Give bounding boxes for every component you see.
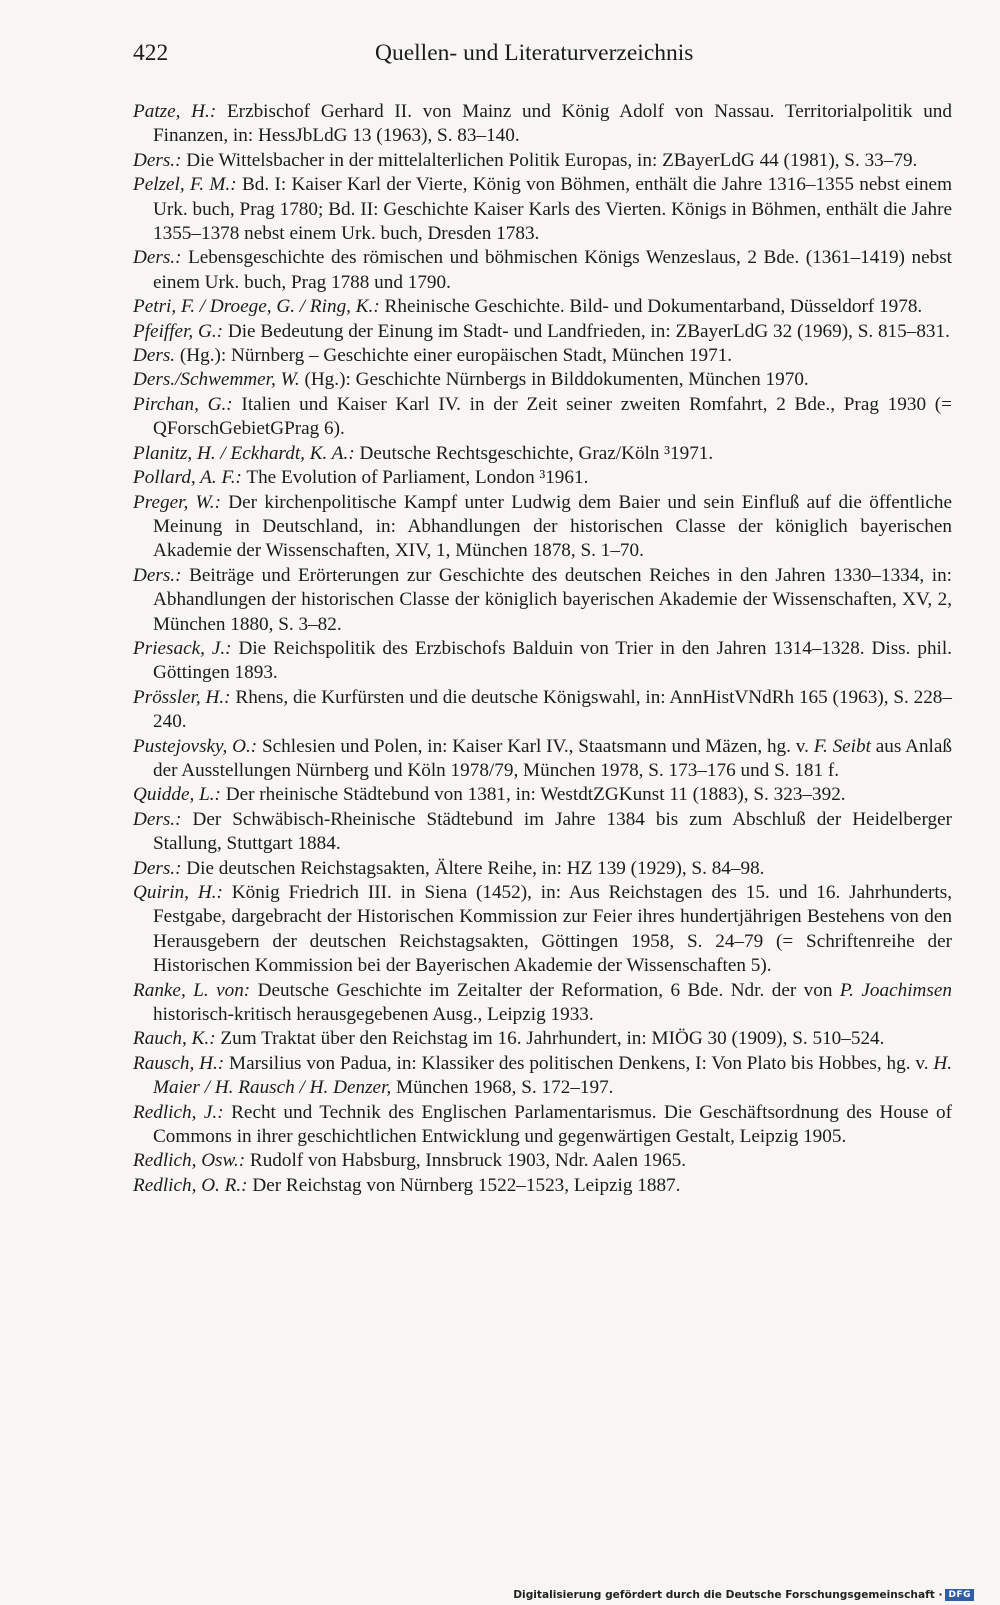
bib-author: Planitz, H. / Eckhardt, K. A.: — [133, 442, 355, 464]
bib-author: Redlich, Osw.: — [133, 1150, 246, 1172]
bib-text: (Hg.): Geschichte Nürnbergs in Bilddokumenten, München 1970. — [299, 369, 809, 391]
bib-text: Der kirchenpolitische Kampf unter Ludwig dem Baier und sein Einfluß auf die öffentliche Meinung in Deutschland, in: Abhandlungen der historischen Classe der königlich bayerischen Akademie der Wissenschaften, XIV, 1, München 1878, S. 1–70. — [153, 491, 952, 562]
bib-author: Ranke, L. von: — [133, 979, 251, 1001]
bib-text: Marsilius von Padua, in: Klassiker des politischen Denkens, I: Von Plato bis Hobbes, hg. v. — [224, 1052, 934, 1074]
bib-author: Preger, W.: — [133, 491, 221, 513]
bib-entry — [133, 1027, 952, 1051]
dfg-logo-icon: DFG — [945, 1589, 974, 1601]
bib-entry — [133, 637, 952, 686]
bib-entry — [133, 564, 952, 637]
bib-text: The Evolution of Parliament, London ³1961. — [241, 467, 589, 489]
bib-entry — [133, 295, 952, 319]
bib-author: Ders./Schwemmer, W. — [133, 369, 300, 391]
bib-author: Petri, F. / Droege, G. / Ring, K.: — [133, 296, 380, 318]
bib-text: Der rheinische Städtebund von 1381, in: WestdtZGKunst 11 (1883), S. 323–392. — [220, 784, 846, 806]
bib-author: Pelzel, F. M.: — [133, 174, 237, 196]
bib-text: Die Wittelsbacher in der mittelalterlichen Politik Europas, in: ZBayerLdG 44 (1981), S. 33–79. — [181, 149, 918, 171]
bibliography-list — [133, 100, 952, 1198]
bib-author: Ders.: — [133, 247, 182, 269]
bib-text: Deutsche Geschichte im Zeitalter der Reformation, 6 Bde. Ndr. der von — [250, 979, 840, 1001]
bib-text: König Friedrich III. in Siena (1452), in: Aus Reichstagen des 15. und 16. Jahrhunderts, Festgabe, dargebracht der Historischen Kommission zur Feier ihres hundertjährigen Bestehens von den Herausgebern der deutschen Reichstagsakten, Göttingen 1958, S. 24–79 (= Schriftenreihe der Historischen Kommission bei der Bayerischen Akademie der Wissenschaften 5). — [153, 882, 952, 977]
bib-text: Recht und Technik des Englischen Parlamentarismus. Die Geschäftsordnung des House of Commons in ihrer geschichtlichen Entwicklung und gegenwärtigen Gestalt, Leipzig 1905. — [153, 1101, 952, 1148]
bib-text-continued: historisch-kritisch herausgegebenen Ausg., Leipzig 1933. — [153, 1004, 594, 1026]
bib-text-continued: München 1968, S. 172–197. — [391, 1077, 614, 1099]
bib-entry — [133, 393, 952, 442]
bib-entry — [133, 1101, 952, 1150]
bib-entry — [133, 100, 952, 149]
bib-entry — [133, 246, 952, 295]
page-number: 422 — [133, 40, 169, 66]
bib-author: Ders.: — [133, 564, 182, 586]
bib-text: Der Reichstag von Nürnberg 1522–1523, Leipzig 1887. — [247, 1174, 681, 1196]
bib-entry — [133, 466, 952, 490]
bib-author: Ders. — [133, 345, 176, 367]
bib-author: Ders.: — [133, 808, 182, 830]
bib-entry — [133, 783, 952, 807]
bib-text: Erzbischof Gerhard II. von Mainz und König Adolf von Nassau. Territorialpolitik und Finanzen, in: HessJbLdG 13 (1963), S. 83–140. — [153, 101, 952, 147]
bib-text: Lebensgeschichte des römischen und böhmischen Königs Wenzeslaus, 2 Bde. (1361–1419) nebst einem Urk. buch, Prag 1788 und 1790. — [153, 247, 952, 293]
bib-entry — [133, 979, 952, 1028]
bib-text: Deutsche Rechtsgeschichte, Graz/Köln ³1971. — [354, 442, 714, 464]
bib-text: (Hg.): Nürnberg – Geschichte einer europäischen Stadt, München 1971. — [175, 345, 733, 367]
bib-entry — [133, 808, 952, 857]
bib-author: Redlich, O. R.: — [133, 1174, 248, 1196]
bib-entry — [133, 368, 952, 392]
bib-entry — [133, 1052, 952, 1101]
bib-text-continued: aus Anlaß der Ausstellungen Nürnberg und Köln 1978/79, München 1978, S. 173–176 und S. 181 f. — [153, 735, 952, 781]
footer-text: Digitalisierung gefördert durch die Deutsche Forschungsgemeinschaft · — [513, 1589, 943, 1601]
footer-credit — [513, 1589, 974, 1601]
running-head: Quellen- und Literaturverzeichnis — [375, 40, 694, 66]
bib-entry — [133, 491, 952, 564]
bib-text: Die Reichspolitik des Erzbischofs Balduin von Trier in den Jahren 1314–1328. Diss. phil. Göttingen 1893. — [153, 637, 952, 684]
bib-editor-names: H. Maier / H. Rausch / H. Denzer, — [153, 1052, 952, 1099]
bib-author: Ders.: — [133, 149, 182, 171]
bib-author: Quidde, L.: — [133, 784, 221, 806]
bib-text: Rhens, die Kurfürsten und die deutsche Königswahl, in: AnnHistVNdRh 165 (1963), S. 228–240. — [153, 686, 952, 733]
bib-author: Rausch, H.: — [133, 1052, 225, 1074]
bib-editor-names: F. Seibt — [813, 735, 871, 757]
bib-text: Schlesien und Polen, in: Kaiser Karl IV., Staatsmann und Mäzen, hg. v. — [257, 735, 814, 757]
bib-author: Pfeiffer, G.: — [133, 320, 224, 342]
bib-text: Der Schwäbisch-Rheinische Städtebund im Jahre 1384 bis zum Abschluß der Heidelberger Stallung, Stuttgart 1884. — [153, 808, 952, 855]
bib-author: Quirin, H.: — [133, 882, 223, 903]
bib-text: Rheinische Geschichte. Bild- und Dokumentarband, Düsseldorf 1978. — [379, 296, 923, 318]
bib-entry — [133, 149, 952, 173]
bib-author: Patze, H.: — [133, 101, 217, 122]
bib-entry — [133, 344, 952, 368]
bib-author: Ders.: — [133, 857, 182, 879]
bib-entry — [133, 1149, 952, 1173]
bib-entry — [133, 173, 952, 246]
bib-entry — [133, 735, 952, 784]
bib-entry — [133, 1174, 952, 1198]
bib-author: Redlich, J.: — [133, 1101, 224, 1123]
bib-text: Die Bedeutung der Einung im Stadt- und Landfrieden, in: ZBayerLdG 32 (1969), S. 815–831. — [223, 320, 950, 342]
bib-author: Priesack, J.: — [133, 637, 232, 659]
bib-text: Beiträge und Erörterungen zur Geschichte des deutschen Reiches in den Jahren 1330–1334, in: Abhandlungen der historischen Classe der königlich bayerischen Akademie der Wissenschaften, XV, 2, München 1880, S. 3–82. — [153, 564, 952, 635]
bib-text: Die deutschen Reichstagsakten, Ältere Reihe, in: HZ 139 (1929), S. 84–98. — [181, 857, 765, 879]
bib-author: Pustejovsky, O.: — [133, 735, 258, 757]
page-header — [133, 40, 952, 74]
bib-entry — [133, 881, 952, 979]
bib-entry — [133, 857, 952, 881]
bib-entry — [133, 320, 952, 344]
bib-text: Italien und Kaiser Karl IV. in der Zeit seiner zweiten Romfahrt, 2 Bde., Prag 1930 (= QForschGebietGPrag 6). — [153, 393, 952, 440]
bib-text: Zum Traktat über den Reichstag im 16. Jahrhundert, in: MIÖG 30 (1909), S. 510–524. — [215, 1028, 885, 1050]
bib-entry — [133, 686, 952, 735]
bib-entry — [133, 442, 952, 466]
bib-author: Pirchan, G.: — [133, 393, 233, 415]
bib-text: Rudolf von Habsburg, Innsbruck 1903, Ndr. Aalen 1965. — [245, 1150, 687, 1172]
bib-author: Pollard, A. F.: — [133, 467, 242, 489]
bib-author: Prössler, H.: — [133, 686, 231, 708]
bib-text: Bd. I: Kaiser Karl der Vierte, König von Böhmen, enthält die Jahre 1316–1355 nebst einem Urk. buch, Prag 1780; Bd. II: Geschichte Kaiser Karls des Vierten. Königs in Böhmen, enthält die Jahre 1355–1378 nebst einem Urk. buch, Dresden 1783. — [153, 174, 952, 245]
bib-editor-names: P. Joachimsen — [839, 979, 952, 1001]
bib-author: Rauch, K.: — [133, 1028, 216, 1050]
